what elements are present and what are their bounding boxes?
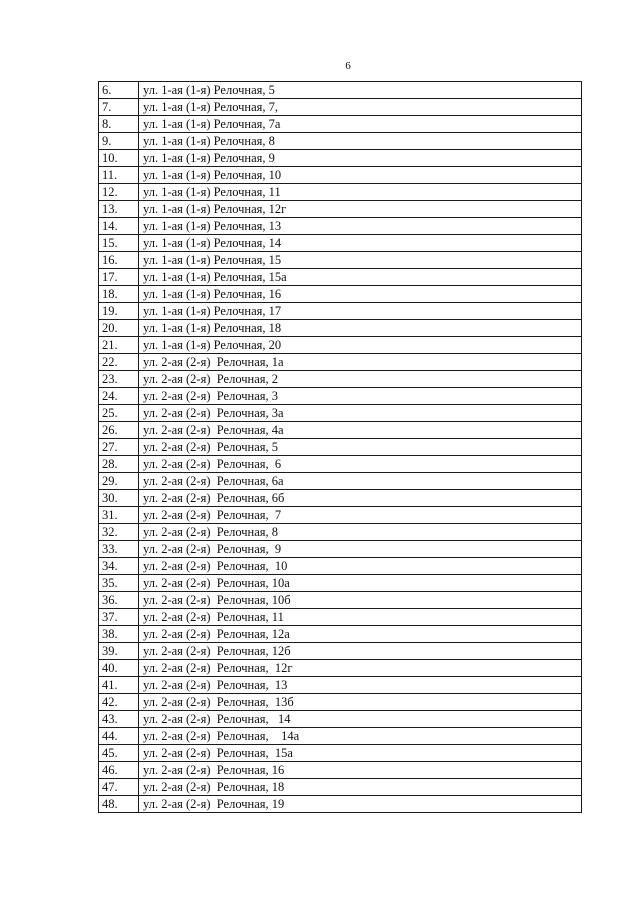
row-address: ул. 2-ая (2-я) Релочная, 3 (139, 388, 582, 405)
table-row (99, 252, 582, 269)
row-address: ул. 1-ая (1-я) Релочная, 7, (139, 99, 582, 116)
table-row (99, 745, 582, 762)
row-number: 38. (99, 626, 139, 643)
row-number: 36. (99, 592, 139, 609)
table-row (99, 541, 582, 558)
table-row (99, 150, 582, 167)
row-address: ул. 1-ая (1-я) Релочная, 20 (139, 337, 582, 354)
row-address: ул. 2-ая (2-я) Релочная, 11 (139, 609, 582, 626)
row-address: ул. 1-ая (1-я) Релочная, 18 (139, 320, 582, 337)
row-address: ул. 1-ая (1-я) Релочная, 10 (139, 167, 582, 184)
table-row (99, 711, 582, 728)
row-address: ул. 1-ая (1-я) Релочная, 12г (139, 201, 582, 218)
row-number: 22. (99, 354, 139, 371)
table-row (99, 694, 582, 711)
row-address: ул. 2-ая (2-я) Релочная, 16 (139, 762, 582, 779)
row-address: ул. 2-ая (2-я) Релочная, 2 (139, 371, 582, 388)
row-number: 33. (99, 541, 139, 558)
row-address: ул. 2-ая (2-я) Релочная, 9 (139, 541, 582, 558)
row-number: 42. (99, 694, 139, 711)
row-address: ул. 2-ая (2-я) Релочная, 13б (139, 694, 582, 711)
row-address: ул. 2-ая (2-я) Релочная, 8 (139, 524, 582, 541)
row-number: 6. (99, 82, 139, 99)
table-row (99, 507, 582, 524)
table-row (99, 609, 582, 626)
row-number: 8. (99, 116, 139, 133)
table-row (99, 626, 582, 643)
address-table-body (99, 82, 582, 813)
row-address: ул. 2-ая (2-я) Релочная, 10 (139, 558, 582, 575)
row-address: ул. 1-ая (1-я) Релочная, 9 (139, 150, 582, 167)
row-address: ул. 2-ая (2-я) Релочная, 18 (139, 779, 582, 796)
table-row (99, 99, 582, 116)
row-address: ул. 2-ая (2-я) Релочная, 6а (139, 473, 582, 490)
row-number: 48. (99, 796, 139, 813)
table-row (99, 456, 582, 473)
table-row (99, 184, 582, 201)
row-number: 7. (99, 99, 139, 116)
row-address: ул. 1-ая (1-я) Релочная, 5 (139, 82, 582, 99)
table-row (99, 558, 582, 575)
row-number: 37. (99, 609, 139, 626)
table-row (99, 354, 582, 371)
row-number: 21. (99, 337, 139, 354)
row-number: 18. (99, 286, 139, 303)
row-number: 45. (99, 745, 139, 762)
row-address: ул. 2-ая (2-я) Релочная, 10б (139, 592, 582, 609)
row-number: 41. (99, 677, 139, 694)
row-address: ул. 2-ая (2-я) Релочная, 6б (139, 490, 582, 507)
table-row (99, 201, 582, 218)
table-row (99, 439, 582, 456)
table-row (99, 388, 582, 405)
row-address: ул. 2-ая (2-я) Релочная, 3а (139, 405, 582, 422)
row-number: 20. (99, 320, 139, 337)
row-number: 15. (99, 235, 139, 252)
table-row (99, 575, 582, 592)
row-number: 24. (99, 388, 139, 405)
row-number: 23. (99, 371, 139, 388)
table-row (99, 592, 582, 609)
page-number: 6 (345, 60, 351, 72)
table-row (99, 524, 582, 541)
row-address: ул. 1-ая (1-я) Релочная, 15а (139, 269, 582, 286)
table-row (99, 796, 582, 813)
row-number: 14. (99, 218, 139, 235)
row-number: 39. (99, 643, 139, 660)
row-number: 26. (99, 422, 139, 439)
table-row (99, 473, 582, 490)
row-address: ул. 1-ая (1-я) Релочная, 17 (139, 303, 582, 320)
row-number: 10. (99, 150, 139, 167)
row-address: ул. 2-ая (2-я) Релочная, 13 (139, 677, 582, 694)
row-number: 35. (99, 575, 139, 592)
table-row (99, 422, 582, 439)
row-number: 27. (99, 439, 139, 456)
row-number: 13. (99, 201, 139, 218)
table-row (99, 286, 582, 303)
row-number: 30. (99, 490, 139, 507)
row-number: 44. (99, 728, 139, 745)
table-row (99, 116, 582, 133)
row-number: 16. (99, 252, 139, 269)
table-row (99, 643, 582, 660)
row-number: 28. (99, 456, 139, 473)
row-address: ул. 2-ая (2-я) Релочная, 12б (139, 643, 582, 660)
table-row (99, 133, 582, 150)
row-address: ул. 2-ая (2-я) Релочная, 4а (139, 422, 582, 439)
table-row (99, 660, 582, 677)
row-address: ул. 1-ая (1-я) Релочная, 11 (139, 184, 582, 201)
row-address: ул. 1-ая (1-я) Релочная, 13 (139, 218, 582, 235)
table-row (99, 269, 582, 286)
row-address: ул. 2-ая (2-я) Релочная, 19 (139, 796, 582, 813)
row-number: 47. (99, 779, 139, 796)
table-row (99, 779, 582, 796)
row-address: ул. 2-ая (2-я) Релочная, 1а (139, 354, 582, 371)
row-number: 29. (99, 473, 139, 490)
row-number: 25. (99, 405, 139, 422)
table-row (99, 303, 582, 320)
row-address: ул. 1-ая (1-я) Релочная, 15 (139, 252, 582, 269)
row-number: 17. (99, 269, 139, 286)
table-row (99, 728, 582, 745)
row-address: ул. 2-ая (2-я) Релочная, 12а (139, 626, 582, 643)
row-number: 32. (99, 524, 139, 541)
table-row (99, 82, 582, 99)
row-number: 11. (99, 167, 139, 184)
row-number: 12. (99, 184, 139, 201)
row-number: 34. (99, 558, 139, 575)
table-row (99, 337, 582, 354)
table-row (99, 405, 582, 422)
row-address: ул. 2-ая (2-я) Релочная, 14 (139, 711, 582, 728)
row-address: ул. 1-ая (1-я) Релочная, 8 (139, 133, 582, 150)
row-address: ул. 2-ая (2-я) Релочная, 7 (139, 507, 582, 524)
row-address: ул. 2-ая (2-я) Релочная, 5 (139, 439, 582, 456)
address-table (98, 81, 582, 813)
row-number: 46. (99, 762, 139, 779)
row-number: 9. (99, 133, 139, 150)
row-number: 19. (99, 303, 139, 320)
row-address: ул. 2-ая (2-я) Релочная, 12г (139, 660, 582, 677)
row-number: 43. (99, 711, 139, 728)
table-row (99, 235, 582, 252)
table-row (99, 490, 582, 507)
table-row (99, 677, 582, 694)
row-address: ул. 1-ая (1-я) Релочная, 14 (139, 235, 582, 252)
table-row (99, 167, 582, 184)
row-address: ул. 2-ая (2-я) Релочная, 15а (139, 745, 582, 762)
table-row (99, 762, 582, 779)
row-address: ул. 2-ая (2-я) Релочная, 14а (139, 728, 582, 745)
row-address: ул. 1-ая (1-я) Релочная, 7а (139, 116, 582, 133)
row-address: ул. 2-ая (2-я) Релочная, 10а (139, 575, 582, 592)
row-number: 40. (99, 660, 139, 677)
row-number: 31. (99, 507, 139, 524)
table-row (99, 371, 582, 388)
table-row (99, 218, 582, 235)
row-address: ул. 1-ая (1-я) Релочная, 16 (139, 286, 582, 303)
row-address: ул. 2-ая (2-я) Релочная, 6 (139, 456, 582, 473)
table-row (99, 320, 582, 337)
